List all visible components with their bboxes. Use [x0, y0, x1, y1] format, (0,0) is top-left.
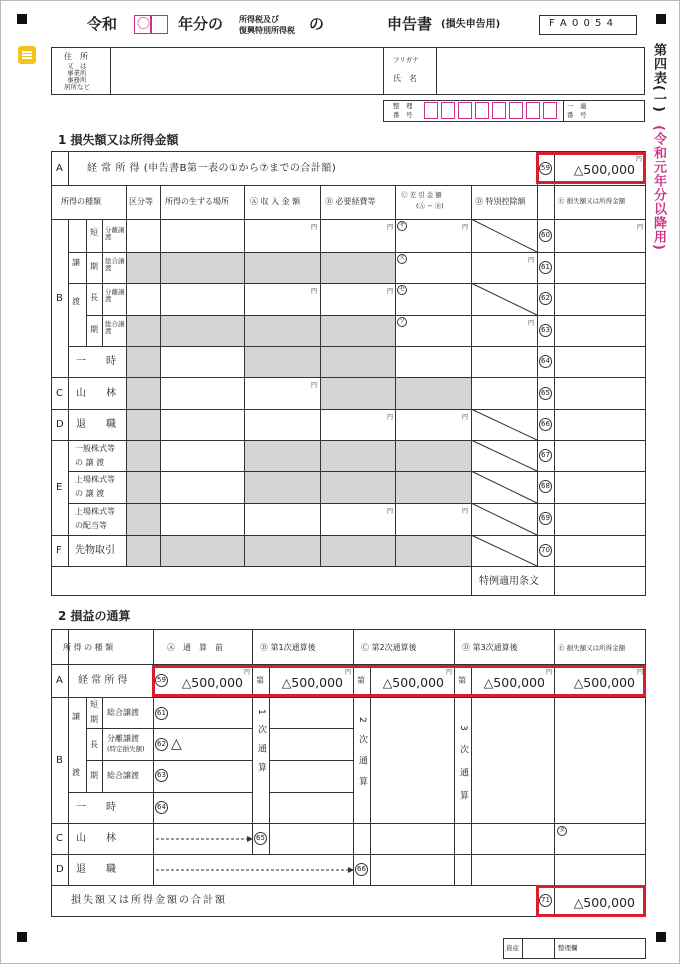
s2-value-b[interactable]: △500,000 — [281, 675, 343, 690]
section2-title: 2 損益の通算 — [58, 609, 131, 623]
yen-d-4: 円 — [528, 320, 535, 327]
s1-taishoku: 退 職 — [76, 419, 116, 430]
s2-tsusan-3: 3次通算 — [458, 725, 468, 814]
s2-total-label: 損失額又は所得金額の合計額 — [71, 895, 227, 906]
s2-value-d[interactable]: △500,000 — [483, 675, 545, 690]
s1-b-label: B — [56, 293, 63, 304]
s1-cho-1: 長 — [90, 293, 98, 302]
yen-c-10: 円 — [462, 508, 469, 515]
s2-bunri-1: 分離譲渡 — [107, 734, 139, 743]
tax-name-line2: 復興特別所得税 — [239, 26, 295, 35]
s2-col-c: Ⓒ 第2次通算後 — [361, 643, 417, 652]
seiri-label: 整 理 — [393, 102, 413, 110]
s1-bunri-tan: 分離譲渡 — [105, 226, 125, 241]
s1-haito-2: の配当等 — [75, 521, 107, 530]
row-no-63: 63 — [539, 324, 552, 337]
row-no-60: 60 — [539, 229, 552, 242]
form-code: F A 0 0 5 4 — [549, 18, 614, 29]
circ-se: セ — [398, 286, 405, 293]
ittsu-label-1: 一 連 — [567, 102, 587, 110]
era-year-value: 〇 — [137, 17, 151, 32]
s2-col-e: Ⓔ 損失額又は所得金額 — [558, 644, 626, 652]
name-label: 氏 名 — [393, 74, 417, 83]
s1-col-a: Ⓐ 収 入 金 額 — [250, 197, 301, 206]
row-no-67: 67 — [539, 449, 552, 462]
s1-col-kubun: 区分等 — [129, 197, 153, 206]
s1-row-a-yen: 円 — [636, 156, 643, 163]
s2-no-65: 65 — [254, 832, 267, 845]
s2-sanrin: 山 林 — [76, 833, 116, 844]
s2-yen-c: 円 — [446, 669, 453, 676]
yen-b-7: 円 — [387, 414, 394, 421]
s2-dai-2: 第 — [357, 676, 365, 685]
s1-ichiji: 一 時 — [76, 356, 116, 367]
s2-total-highlight — [536, 885, 646, 917]
side-note: (令和元年分以降用) — [651, 125, 666, 251]
address-label-sub1: 又 は — [67, 62, 87, 70]
s2-yen-e: 円 — [637, 669, 644, 676]
ittsu-label-2: 番 号 — [567, 111, 587, 119]
row-no-66: 66 — [539, 418, 552, 431]
s2-circ-ta: タ — [558, 827, 565, 834]
s1-f-label: F — [56, 545, 62, 556]
s1-sanrin: 山 林 — [76, 388, 116, 399]
s2-yen-d: 円 — [546, 669, 553, 676]
yen-a-3: 円 — [311, 288, 318, 295]
s2-cho: 長 — [90, 740, 98, 749]
s1-sogo-tan: 総合譲渡 — [105, 257, 125, 272]
s1-row-a-text: 経 常 所 得 (申告書B第一表の①から⑦までの合計額) — [87, 163, 337, 174]
s2-row-a-highlight — [152, 665, 646, 697]
s2-col-a: Ⓐ 通 算 前 — [167, 643, 223, 652]
s2-no-63: 63 — [155, 769, 168, 782]
s2-b-label: B — [56, 755, 63, 766]
yen-c-1: 円 — [462, 224, 469, 231]
s2-c-label: C — [56, 833, 63, 844]
s2-ki: 期 — [90, 771, 98, 780]
address-label-sub2: 事業所 — [67, 69, 87, 77]
era-label: 令和 — [87, 15, 118, 33]
yen-a-6: 円 — [311, 382, 318, 389]
yen-d-2: 円 — [528, 257, 535, 264]
s2-value-e[interactable]: △500,000 — [573, 675, 635, 690]
furigana-label: フリガナ — [393, 56, 419, 64]
s2-total-no: 71 — [539, 894, 552, 907]
s2-row-a-text: 経 常 所 得 — [78, 675, 128, 686]
s2-taishoku: 退 職 — [76, 864, 116, 875]
s2-col-kind: 所 得 の 種 類 — [63, 643, 114, 652]
s1-row-a-highlight — [536, 152, 646, 184]
row-no-65: 65 — [539, 387, 552, 400]
row-no-69: 69 — [539, 512, 552, 525]
s2-row-a-no: 59 — [155, 674, 168, 687]
s1-tan-1: 短 — [90, 228, 98, 237]
s1-row-a-no: 59 — [539, 162, 552, 175]
s2-tsusan-2: 2次通算 — [357, 717, 367, 798]
s2-sogo-cho: 総合譲渡 — [107, 771, 139, 780]
s1-row-a-label: A — [56, 163, 63, 174]
s2-col-b: Ⓑ 第1次通算後 — [260, 643, 316, 652]
row-no-64: 64 — [539, 355, 552, 368]
s1-ippan-1: 一般株式等 — [75, 444, 115, 453]
address-label: 住 所 — [64, 52, 88, 61]
circ-sa: サ — [398, 222, 405, 229]
yen-c-7: 円 — [462, 414, 469, 421]
row-no-70: 70 — [539, 544, 552, 557]
row-no-68: 68 — [539, 480, 552, 493]
s2-yen-a: 円 — [244, 669, 251, 676]
s1-e-label: E — [56, 482, 63, 493]
s1-d-label: D — [56, 419, 64, 430]
s1-col-kind: 所得の種類 — [61, 197, 101, 206]
s2-joto-2: 渡 — [72, 768, 80, 777]
s2-dai-1: 第 — [256, 676, 264, 685]
s1-col-c2: (Ⓐ − Ⓑ) — [416, 202, 444, 210]
s2-sogo-tan: 総合譲渡 — [107, 708, 139, 717]
s2-no-66: 66 — [355, 863, 368, 876]
s1-joto-1: 譲 — [72, 258, 80, 267]
s1-row-a-value[interactable]: △500,000 — [573, 162, 635, 177]
address-label-sub3: 事務所 — [67, 76, 87, 84]
s1-tan-2: 期 — [90, 262, 98, 271]
s2-tan-2: 期 — [90, 715, 98, 724]
s1-sakimono: 先物取引 — [75, 545, 115, 556]
s2-no-61: 61 — [155, 707, 168, 720]
s2-total-value[interactable]: △500,000 — [573, 895, 635, 910]
s1-joto-2: 渡 — [72, 297, 80, 306]
yen-e-1: 円 — [637, 224, 644, 231]
s1-cho-2: 期 — [90, 325, 98, 334]
s2-tsusan-1: 1次通算 — [256, 709, 266, 782]
year-suffix: 年分の — [178, 15, 224, 33]
side-title: 第四表(一) — [651, 43, 666, 113]
row-no-61: 61 — [539, 261, 552, 274]
s1-col-place: 所得の生ずる場所 — [165, 197, 229, 206]
circ-so: ソ — [398, 318, 405, 325]
s1-col-d: Ⓓ 特別控除額 — [475, 197, 526, 206]
section1-title: 1 損失額又は所得金額 — [58, 133, 179, 147]
s1-c-label: C — [56, 388, 63, 399]
s2-tan-1: 短 — [90, 700, 98, 709]
s1-col-c1: Ⓒ 差 引 金 額 — [401, 191, 442, 199]
s1-col-e: Ⓔ 損失額又は所得金額 — [558, 197, 626, 205]
s2-no-64: 64 — [155, 801, 168, 814]
s1-haito-1: 上場株式等 — [75, 507, 115, 516]
row-no-62: 62 — [539, 292, 552, 305]
footer-shisan: 資産 — [506, 944, 519, 952]
s1-sogo-cho: 総合譲渡 — [105, 320, 125, 335]
s1-ippan-2: の 譲 渡 — [75, 458, 105, 467]
s2-bunri-2: (特定損失額) — [107, 745, 145, 753]
circ-su: ス — [398, 255, 405, 262]
footer-seiri: 整理欄 — [558, 944, 578, 952]
bango-label: 番 号 — [393, 111, 413, 119]
yen-b-10: 円 — [387, 508, 394, 515]
s2-row-a-label: A — [56, 675, 63, 686]
return-type: (損失申告用) — [441, 19, 501, 30]
s1-tokurei: 特例適用条文 — [479, 576, 539, 587]
s2-dai-3: 第 — [458, 676, 466, 685]
return-title: 申告書 — [387, 15, 433, 33]
s2-col-d: Ⓓ 第3次通算後 — [462, 643, 518, 652]
s2-value-c[interactable]: △500,000 — [382, 675, 444, 690]
s2-joto-1: 譲 — [72, 712, 80, 721]
tax-name-no: の — [309, 15, 325, 33]
tax-name-line1: 所得税及び — [239, 15, 279, 24]
address-label-sub4: 居所など — [64, 83, 90, 91]
s2-d-label: D — [56, 864, 64, 875]
s1-bunri-cho: 分離譲渡 — [105, 288, 125, 303]
yen-b-1: 円 — [387, 224, 394, 231]
s1-jojo-2: の 譲 渡 — [75, 489, 105, 498]
s1-jojo-1: 上場株式等 — [75, 475, 115, 484]
s2-triangle[interactable]: △ — [171, 736, 182, 752]
yen-b-3: 円 — [387, 288, 394, 295]
s2-yen-b: 円 — [345, 669, 352, 676]
s2-value-a[interactable]: △500,000 — [181, 675, 243, 690]
yen-a-1: 円 — [311, 224, 318, 231]
s1-col-b: Ⓑ 必要経費等 — [325, 197, 376, 206]
s2-ichiji: 一 時 — [76, 802, 116, 813]
s2-no-62: 62 — [155, 738, 168, 751]
